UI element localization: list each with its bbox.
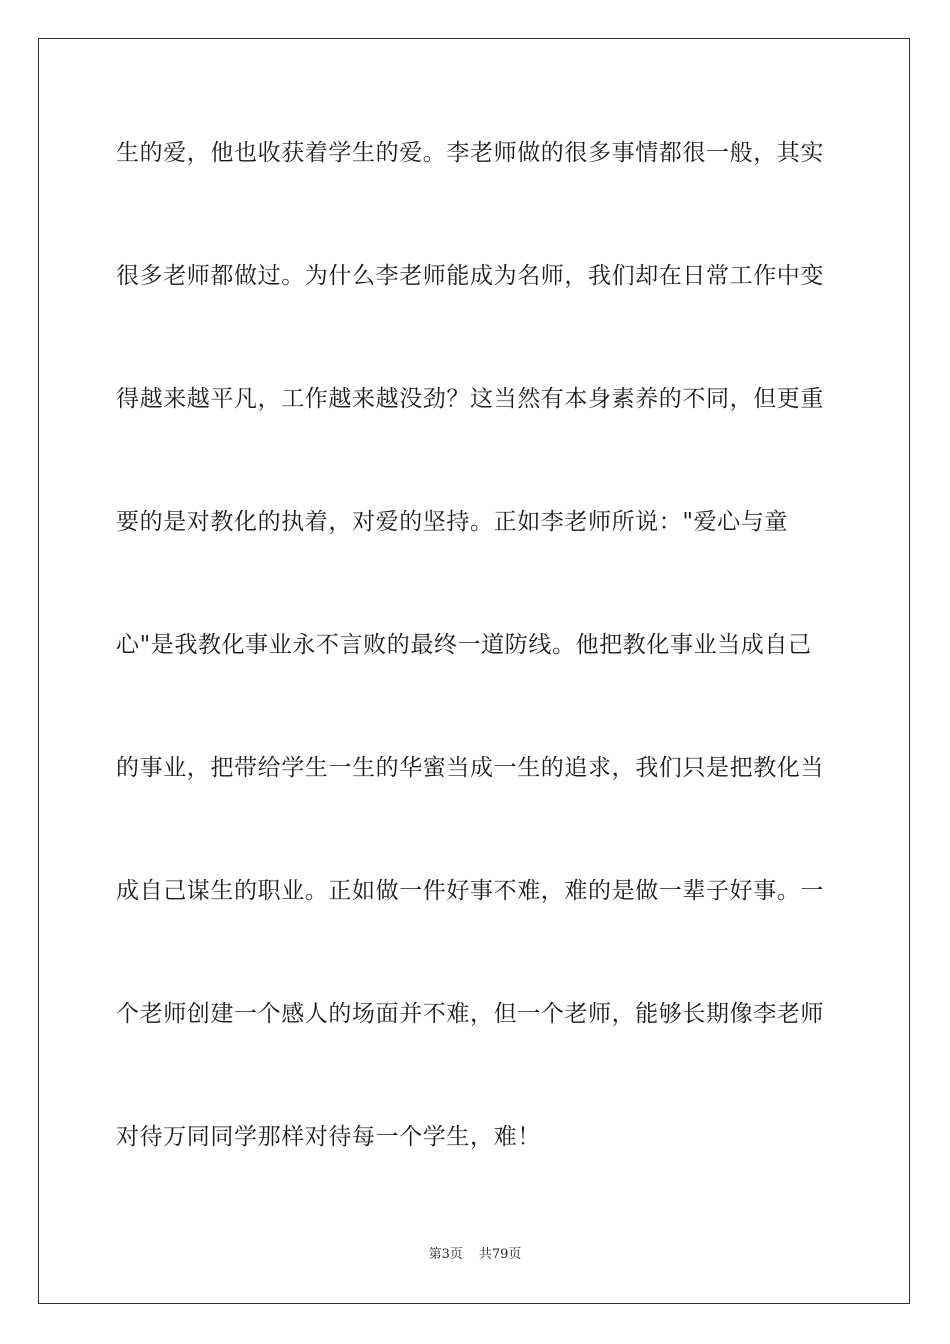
page-number: 第3页 [428, 1247, 463, 1262]
paragraph-line: 心"是我教化事业永不言败的最终一道防线。他把教化事业当成自己 [116, 632, 812, 658]
page-footer [0, 1247, 950, 1263]
page-border [38, 38, 910, 1304]
paragraph-line: 对待万同同学那样对待每一个学生，难！ [116, 1124, 541, 1150]
paragraph-line: 得越来越平凡，工作越来越没劲？这当然有本身素养的不同，但更重 [116, 386, 824, 412]
paragraph-line: 成自己谋生的职业。正如做一件好事不难，难的是做一辈子好事。一 [116, 878, 824, 904]
page-total: 共79页 [478, 1247, 522, 1262]
paragraph-line: 生的爱，他也收获着学生的爱。李老师做的很多事情都很一般，其实 [116, 140, 824, 166]
paragraph-line: 要的是对教化的执着，对爱的坚持。正如李老师所说："爱心与童 [116, 509, 788, 535]
paragraph-line: 很多老师都做过。为什么李老师能成为名师，我们却在日常工作中变 [116, 263, 824, 289]
paragraph-line: 个老师创建一个感人的场面并不难，但一个老师，能够长期像李老师 [116, 1001, 824, 1027]
paragraph-line: 的事业，把带给学生一生的华蜜当成一生的追求，我们只是把教化当 [116, 755, 824, 781]
